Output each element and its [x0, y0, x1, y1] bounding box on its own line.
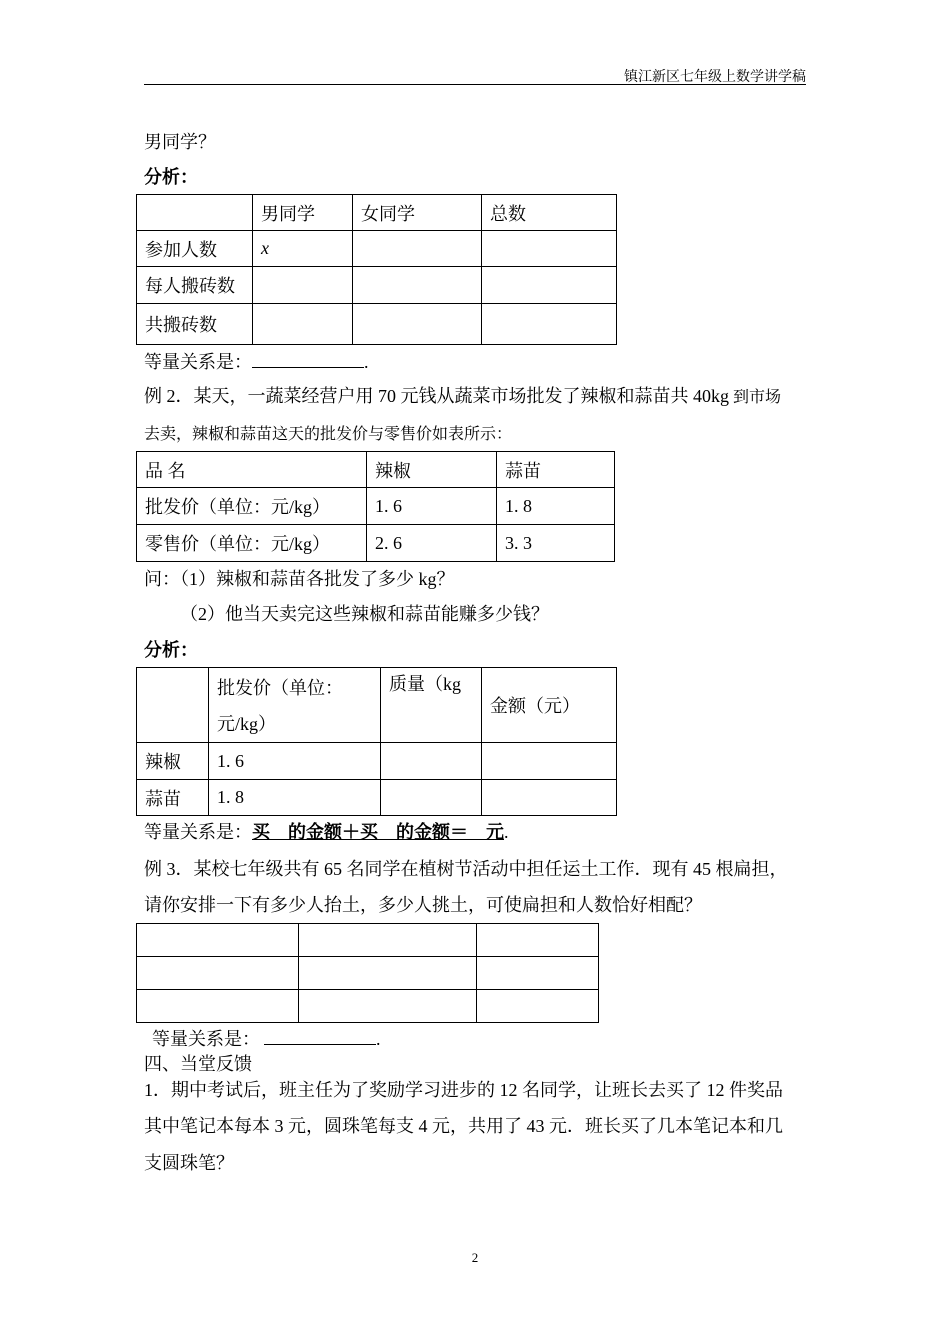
relation-label: 等量关系是：	[152, 1029, 260, 1049]
row-label: 共搬砖数	[137, 304, 253, 345]
table-cell	[299, 924, 477, 957]
table-header-cell: 批发价（单位：元/kg）	[209, 668, 381, 743]
table-row	[137, 488, 615, 525]
table-cell	[137, 957, 299, 990]
table-cell: 1. 8	[497, 488, 615, 525]
relation-line-1	[144, 348, 369, 374]
table-cell	[137, 195, 253, 231]
table-header-row	[137, 668, 617, 743]
relation-end: .	[376, 1029, 381, 1049]
row-label: 蒜苗	[137, 780, 209, 816]
table-cell	[482, 780, 617, 816]
page-number: 2	[471, 1250, 479, 1265]
example2-text-tail: 到市场	[729, 389, 782, 406]
relation-end: .	[504, 822, 509, 842]
table-cell: 1. 6	[209, 743, 381, 780]
table-header-cell: 蒜苗	[497, 452, 615, 488]
table-header-row	[137, 452, 615, 488]
table-cell	[137, 924, 299, 957]
page-header-title: 镇江新区七年级上数学讲学稿	[624, 70, 806, 85]
table-cell	[253, 267, 353, 304]
row-label: 每人搬砖数	[137, 267, 253, 304]
table-cell	[353, 267, 482, 304]
row-label: 辣椒	[137, 743, 209, 780]
table-cell	[353, 231, 482, 267]
table-header-cell: 品 名	[137, 452, 367, 488]
relation-line-2	[144, 818, 509, 844]
analysis-label: 分析：	[144, 167, 198, 187]
table-cell	[299, 957, 477, 990]
table-cell	[482, 231, 617, 267]
table-cell	[137, 668, 209, 743]
table-row	[137, 957, 599, 990]
table-cell	[477, 957, 599, 990]
table-cell	[482, 304, 617, 345]
relation-label: 等量关系是：	[144, 822, 252, 842]
example2-line2: 去卖，辣椒和蒜苗这天的批发价与零售价如表所示：	[144, 426, 513, 443]
table-cell	[253, 304, 353, 345]
table-cell	[137, 990, 299, 1023]
problem-1-line3: 支圆珠笔？	[144, 1153, 234, 1173]
table-cell	[381, 780, 482, 816]
example2-line1	[144, 382, 781, 408]
table-cell	[299, 990, 477, 1023]
table-header-cell: 总数	[482, 195, 617, 231]
example3-line2: 请你安排一下有多少人抬土，多少人挑土，可使扁担和人数恰好相配？	[144, 895, 702, 915]
header-divider	[144, 84, 806, 85]
example2-text: 例 2．某天，一蔬菜经营户用 70 元钱从蔬菜市场批发了辣椒和蒜苗共 40kg	[144, 386, 729, 406]
table-row	[137, 990, 599, 1023]
relation-label: 等量关系是：	[144, 352, 252, 372]
table-cell: 3. 3	[497, 525, 615, 562]
table-row	[137, 743, 617, 780]
analysis-label-2: 分析：	[144, 640, 198, 660]
table-cell	[482, 743, 617, 780]
table-header-cell: 质量（kg	[381, 668, 482, 743]
relation-fill-text: 买 的金额＋买 的金额＝ 元	[252, 822, 504, 842]
answer-blank[interactable]	[264, 1030, 376, 1045]
table-cell	[482, 267, 617, 304]
table-row	[137, 267, 617, 304]
row-label: 零售价（单位：元/kg）	[137, 525, 367, 562]
answer-blank[interactable]	[252, 353, 364, 368]
question-2: （2）他当天卖完这些辣椒和蒜苗能赚多少钱？	[180, 604, 549, 624]
price-table	[136, 451, 615, 562]
table-cell	[477, 924, 599, 957]
relation-end: .	[364, 352, 369, 372]
table-cell: 1. 6	[367, 488, 497, 525]
table-row	[137, 231, 617, 267]
table-row	[137, 525, 615, 562]
table-cell: 1. 8	[209, 780, 381, 816]
row-label: 批发价（单位：元/kg）	[137, 488, 367, 525]
problem-1-line2: 其中笔记本每本 3 元，圆珠笔每支 4 元，共用了 43 元．班长买了几本笔记本和几	[144, 1116, 783, 1136]
table-header-cell: 男同学	[253, 195, 353, 231]
section-title: 四、当堂反馈	[144, 1054, 252, 1074]
analysis-table	[136, 667, 617, 816]
example3-table	[136, 923, 599, 1023]
example3-line1: 例 3．某校七年级共有 65 名同学在植树节活动中担任运土工作．现有 45 根扁担，	[144, 859, 788, 879]
table-row	[137, 780, 617, 816]
table-header-cell: 辣椒	[367, 452, 497, 488]
table-header-row	[137, 195, 617, 231]
problem-1-line1: 1．期中考试后，班主任为了奖励学习进步的 12 名同学，让班长去买了 12 件奖品	[144, 1080, 783, 1100]
relation-line-3	[152, 1025, 381, 1051]
table-row	[137, 924, 599, 957]
table-cell	[381, 743, 482, 780]
boys-girls-table	[136, 194, 617, 345]
question-1: 问：（1）辣椒和蒜苗各批发了多少 kg？	[144, 569, 455, 589]
table-header-cell: 金额（元）	[482, 668, 617, 743]
table-header-cell: 女同学	[353, 195, 482, 231]
table-row	[137, 304, 617, 345]
table-cell: x	[253, 231, 353, 267]
continuation-text: 男同学？	[144, 132, 216, 152]
table-cell	[477, 990, 599, 1023]
row-label: 参加人数	[137, 231, 253, 267]
table-cell	[353, 304, 482, 345]
table-cell: 2. 6	[367, 525, 497, 562]
